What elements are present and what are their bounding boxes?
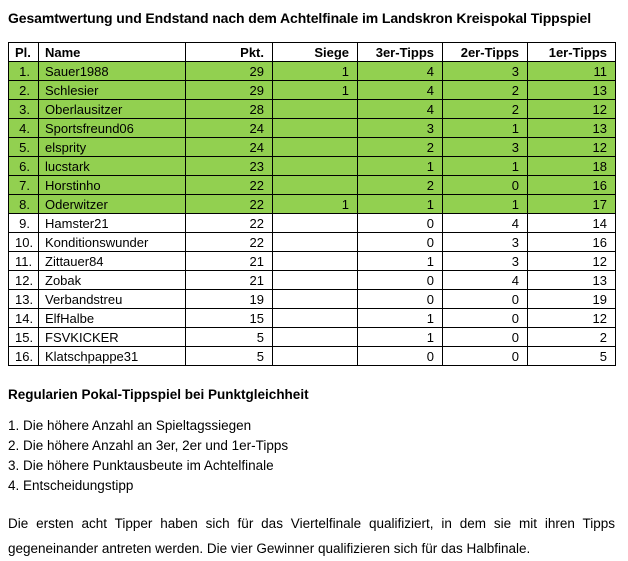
cell-siege: 1 xyxy=(273,195,358,214)
cell-1er: 16 xyxy=(528,176,616,195)
cell-name: Horstinho xyxy=(39,176,186,195)
cell-platz: 5. xyxy=(9,138,39,157)
cell-name: Oberlausitzer xyxy=(39,100,186,119)
rules-heading: Regularien Pokal-Tippspiel bei Punktgleichheit xyxy=(8,387,309,402)
cell-siege xyxy=(273,119,358,138)
cell-siege xyxy=(273,252,358,271)
cell-1er: 5 xyxy=(528,347,616,366)
cell-1er: 12 xyxy=(528,309,616,328)
cell-name: FSVKICKER xyxy=(39,328,186,347)
cell-punkte: 29 xyxy=(186,62,273,81)
cell-1er: 2 xyxy=(528,328,616,347)
cell-name: Verbandstreu xyxy=(39,290,186,309)
cell-platz: 2. xyxy=(9,81,39,100)
cell-platz: 13. xyxy=(9,290,39,309)
cell-2er: 0 xyxy=(443,347,528,366)
cell-2er: 3 xyxy=(443,233,528,252)
cell-1er: 17 xyxy=(528,195,616,214)
cell-2er: 0 xyxy=(443,290,528,309)
cell-siege xyxy=(273,328,358,347)
table-row xyxy=(9,157,616,176)
footer-paragraph: Die ersten acht Tipper haben sich für das Viertelfinale qualifiziert, in dem sie mit ihren Tipps gegeneinander antreten werden. Die vier Gewinner qualifizieren sich für das Halbfinale. xyxy=(8,516,615,556)
cell-3er: 1 xyxy=(358,157,443,176)
cell-3er: 3 xyxy=(358,119,443,138)
rule-item: 2. Die höhere Anzahl an 3er, 2er und 1er-Tipps xyxy=(8,438,289,453)
cell-name: Hamster21 xyxy=(39,214,186,233)
cell-3er: 0 xyxy=(358,214,443,233)
column-header-name: Name xyxy=(39,43,186,62)
cell-name: Sauer1988 xyxy=(39,62,186,81)
cell-siege xyxy=(273,157,358,176)
table-row xyxy=(9,347,616,366)
rules-list xyxy=(8,416,620,496)
table-row xyxy=(9,195,616,214)
rule-item: 4. Entscheidungstipp xyxy=(8,478,134,493)
cell-name: Sportsfreund06 xyxy=(39,119,186,138)
table-header-row xyxy=(9,43,616,62)
cell-siege xyxy=(273,347,358,366)
cell-siege xyxy=(273,138,358,157)
cell-3er: 1 xyxy=(358,309,443,328)
cell-punkte: 21 xyxy=(186,271,273,290)
cell-platz: 1. xyxy=(9,62,39,81)
cell-3er: 4 xyxy=(358,100,443,119)
cell-1er: 13 xyxy=(528,119,616,138)
cell-3er: 0 xyxy=(358,290,443,309)
table-row xyxy=(9,233,616,252)
standings-body xyxy=(9,62,616,366)
cell-platz: 14. xyxy=(9,309,39,328)
cell-2er: 4 xyxy=(443,271,528,290)
cell-3er: 0 xyxy=(358,347,443,366)
cell-platz: 7. xyxy=(9,176,39,195)
cell-2er: 3 xyxy=(443,252,528,271)
cell-2er: 1 xyxy=(443,119,528,138)
cell-punkte: 19 xyxy=(186,290,273,309)
cell-punkte: 21 xyxy=(186,252,273,271)
cell-2er: 2 xyxy=(443,81,528,100)
cell-name: Oderwitzer xyxy=(39,195,186,214)
table-row xyxy=(9,119,616,138)
cell-3er: 4 xyxy=(358,62,443,81)
table-row xyxy=(9,176,616,195)
page-title: Gesamtwertung und Endstand nach dem Achtelfinale im Landskron Kreispokal Tippspiel xyxy=(8,10,592,26)
table-row xyxy=(9,81,616,100)
cell-3er: 2 xyxy=(358,176,443,195)
cell-2er: 2 xyxy=(443,100,528,119)
cell-name: ElfHalbe xyxy=(39,309,186,328)
cell-siege xyxy=(273,233,358,252)
table-row xyxy=(9,138,616,157)
table-row xyxy=(9,214,616,233)
cell-3er: 2 xyxy=(358,138,443,157)
cell-siege xyxy=(273,214,358,233)
cell-siege: 1 xyxy=(273,81,358,100)
cell-1er: 19 xyxy=(528,290,616,309)
cell-1er: 12 xyxy=(528,138,616,157)
table-row xyxy=(9,271,616,290)
rule-item: 1. Die höhere Anzahl an Spieltagssiegen xyxy=(8,418,252,433)
cell-1er: 14 xyxy=(528,214,616,233)
cell-3er: 0 xyxy=(358,271,443,290)
cell-name: Zittauer84 xyxy=(39,252,186,271)
column-header-siege: Siege xyxy=(273,43,358,62)
cell-platz: 15. xyxy=(9,328,39,347)
cell-2er: 1 xyxy=(443,195,528,214)
cell-name: Schlesier xyxy=(39,81,186,100)
cell-2er: 4 xyxy=(443,214,528,233)
cell-siege xyxy=(273,100,358,119)
table-row xyxy=(9,100,616,119)
cell-punkte: 29 xyxy=(186,81,273,100)
cell-platz: 10. xyxy=(9,233,39,252)
cell-1er: 13 xyxy=(528,271,616,290)
cell-name: Konditionswunder xyxy=(39,233,186,252)
cell-punkte: 22 xyxy=(186,214,273,233)
cell-3er: 1 xyxy=(358,328,443,347)
cell-platz: 4. xyxy=(9,119,39,138)
rule-item: 3. Die höhere Punktausbeute im Achtelfinale xyxy=(8,458,274,473)
cell-name: Zobak xyxy=(39,271,186,290)
cell-punkte: 5 xyxy=(186,347,273,366)
column-header-punkte: Pkt. xyxy=(186,43,273,62)
cell-name: lucstark xyxy=(39,157,186,176)
cell-2er: 0 xyxy=(443,309,528,328)
cell-platz: 3. xyxy=(9,100,39,119)
cell-punkte: 24 xyxy=(186,119,273,138)
cell-platz: 9. xyxy=(9,214,39,233)
table-row xyxy=(9,328,616,347)
cell-punkte: 5 xyxy=(186,328,273,347)
cell-1er: 12 xyxy=(528,100,616,119)
cell-3er: 1 xyxy=(358,195,443,214)
cell-punkte: 24 xyxy=(186,138,273,157)
cell-siege xyxy=(273,271,358,290)
column-header-1er-tipps: 1er-Tipps xyxy=(528,43,616,62)
standings-table xyxy=(8,42,616,366)
cell-platz: 12. xyxy=(9,271,39,290)
cell-2er: 1 xyxy=(443,157,528,176)
cell-punkte: 22 xyxy=(186,176,273,195)
table-row xyxy=(9,252,616,271)
column-header-platz: Pl. xyxy=(9,43,39,62)
cell-3er: 0 xyxy=(358,233,443,252)
cell-siege xyxy=(273,290,358,309)
cell-platz: 11. xyxy=(9,252,39,271)
column-header-3er-tipps: 3er-Tipps xyxy=(358,43,443,62)
cell-1er: 16 xyxy=(528,233,616,252)
cell-punkte: 23 xyxy=(186,157,273,176)
cell-platz: 6. xyxy=(9,157,39,176)
table-row xyxy=(9,290,616,309)
table-row xyxy=(9,62,616,81)
cell-1er: 12 xyxy=(528,252,616,271)
cell-punkte: 22 xyxy=(186,233,273,252)
cell-1er: 13 xyxy=(528,81,616,100)
cell-1er: 11 xyxy=(528,62,616,81)
cell-siege xyxy=(273,176,358,195)
cell-2er: 3 xyxy=(443,138,528,157)
cell-3er: 4 xyxy=(358,81,443,100)
cell-siege xyxy=(273,309,358,328)
cell-platz: 16. xyxy=(9,347,39,366)
cell-3er: 1 xyxy=(358,252,443,271)
column-header-2er-tipps: 2er-Tipps xyxy=(443,43,528,62)
cell-2er: 3 xyxy=(443,62,528,81)
cell-2er: 0 xyxy=(443,328,528,347)
cell-name: elsprity xyxy=(39,138,186,157)
cell-name: Klatschpappe31 xyxy=(39,347,186,366)
cell-punkte: 28 xyxy=(186,100,273,119)
cell-siege: 1 xyxy=(273,62,358,81)
table-row xyxy=(9,309,616,328)
cell-platz: 8. xyxy=(9,195,39,214)
cell-punkte: 22 xyxy=(186,195,273,214)
cell-1er: 18 xyxy=(528,157,616,176)
cell-punkte: 15 xyxy=(186,309,273,328)
cell-2er: 0 xyxy=(443,176,528,195)
